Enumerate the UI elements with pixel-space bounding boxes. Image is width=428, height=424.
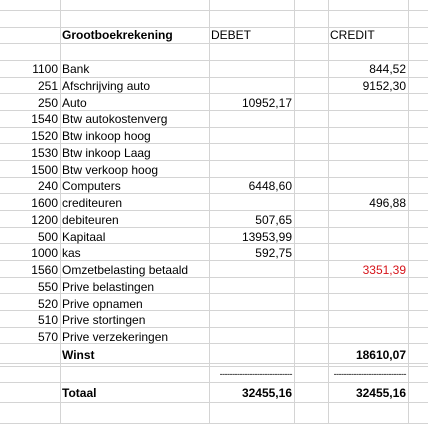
debet-cell[interactable] bbox=[210, 128, 294, 145]
account-number-cell[interactable]: 550 bbox=[37, 280, 58, 294]
credit-cell[interactable]: 496,88 bbox=[369, 196, 406, 210]
debet-cell[interactable] bbox=[210, 145, 294, 162]
account-number-cell[interactable]: 520 bbox=[37, 297, 58, 311]
credit-cell[interactable] bbox=[329, 212, 408, 229]
header-account[interactable]: Grootboekrekening bbox=[62, 28, 173, 42]
winst-credit[interactable]: 18610,07 bbox=[355, 348, 406, 362]
account-number-cell[interactable]: 1100 bbox=[32, 62, 58, 76]
credit-cell[interactable] bbox=[329, 162, 408, 179]
account-number-cell[interactable]: 510 bbox=[37, 313, 58, 327]
account-number-cell[interactable]: 251 bbox=[37, 79, 58, 93]
account-name-cell[interactable]: Afschrijving auto bbox=[62, 79, 151, 93]
credit-cell[interactable] bbox=[329, 229, 408, 246]
credit-cell[interactable] bbox=[329, 245, 408, 262]
debet-cell[interactable]: 507,65 bbox=[255, 213, 292, 227]
header-debet[interactable]: DEBET bbox=[211, 28, 252, 42]
account-name-cell[interactable]: Omzetbelasting betaald bbox=[62, 263, 189, 277]
account-name-cell[interactable]: crediteuren bbox=[62, 196, 123, 210]
debet-cell[interactable]: 13953,99 bbox=[241, 230, 292, 244]
totaal-credit[interactable]: 32455,16 bbox=[355, 386, 406, 400]
account-number-cell[interactable]: 240 bbox=[37, 179, 58, 193]
debet-cell[interactable] bbox=[210, 329, 294, 346]
debet-cell[interactable] bbox=[210, 162, 294, 179]
credit-cell[interactable]: 3351,39 bbox=[362, 263, 406, 277]
account-number-cell[interactable]: 1560 bbox=[31, 263, 58, 277]
account-number-cell[interactable]: 1000 bbox=[31, 246, 58, 260]
credit-cell[interactable] bbox=[329, 95, 408, 112]
account-number-cell[interactable]: 1500 bbox=[31, 163, 58, 177]
debet-cell[interactable] bbox=[210, 312, 294, 329]
totaal-label[interactable]: Totaal bbox=[62, 386, 97, 400]
account-number-cell[interactable]: 1530 bbox=[31, 146, 58, 160]
debet-cell[interactable]: 592,75 bbox=[255, 246, 292, 260]
credit-cell[interactable] bbox=[329, 296, 408, 313]
account-number-cell[interactable]: 1600 bbox=[31, 196, 58, 210]
account-name-cell[interactable]: Auto bbox=[62, 96, 87, 110]
account-name-cell[interactable]: Prive stortingen bbox=[62, 313, 146, 327]
credit-cell[interactable] bbox=[329, 312, 408, 329]
account-name-cell[interactable]: debiteuren bbox=[62, 213, 119, 227]
debet-cell[interactable] bbox=[210, 78, 294, 95]
winst-label[interactable]: Winst bbox=[62, 348, 95, 362]
credit-cell[interactable] bbox=[329, 329, 408, 346]
credit-separator[interactable]: ----------------------------- bbox=[333, 369, 406, 379]
account-name-cell[interactable]: kas bbox=[62, 246, 81, 260]
credit-cell[interactable] bbox=[329, 111, 408, 128]
credit-cell[interactable] bbox=[329, 128, 408, 145]
header-credit[interactable]: CREDIT bbox=[330, 28, 375, 42]
account-number-cell[interactable]: 1540 bbox=[31, 112, 58, 126]
debet-cell[interactable] bbox=[210, 262, 294, 279]
debet-separator[interactable]: ----------------------------- bbox=[219, 369, 292, 379]
debet-cell[interactable] bbox=[210, 61, 294, 78]
account-name-cell[interactable]: Btw inkoop Laag bbox=[62, 146, 151, 160]
account-name-cell[interactable]: Prive verzekeringen bbox=[62, 330, 169, 344]
account-name-cell[interactable]: Btw verkoop hoog bbox=[62, 163, 159, 177]
account-name-cell[interactable]: Btw inkoop hoog bbox=[62, 129, 151, 143]
debet-cell[interactable]: 10952,17 bbox=[241, 96, 292, 110]
credit-cell[interactable]: 844,52 bbox=[369, 62, 406, 76]
account-number-cell[interactable]: 1200 bbox=[31, 213, 58, 227]
debet-cell[interactable] bbox=[210, 279, 294, 296]
credit-cell[interactable] bbox=[329, 178, 408, 195]
account-number-cell[interactable]: 570 bbox=[37, 330, 58, 344]
account-number-cell[interactable]: 250 bbox=[37, 96, 58, 110]
account-name-cell[interactable]: Prive opnamen bbox=[62, 297, 143, 311]
credit-cell[interactable] bbox=[329, 279, 408, 296]
account-name-cell[interactable]: Bank bbox=[62, 62, 90, 76]
account-name-cell[interactable]: Kapitaal bbox=[62, 230, 106, 244]
account-name-cell[interactable]: Prive belastingen bbox=[62, 280, 155, 294]
debet-cell[interactable]: 6448,60 bbox=[248, 179, 292, 193]
debet-cell[interactable] bbox=[210, 195, 294, 212]
credit-cell[interactable]: 9152,30 bbox=[362, 79, 406, 93]
credit-cell[interactable] bbox=[329, 145, 408, 162]
account-number-cell[interactable]: 500 bbox=[37, 230, 58, 244]
account-number-cell[interactable]: 1520 bbox=[31, 129, 58, 143]
debet-cell[interactable] bbox=[210, 111, 294, 128]
totaal-debet[interactable]: 32455,16 bbox=[241, 386, 292, 400]
account-name-cell[interactable]: Btw autokostenverg bbox=[62, 112, 168, 126]
debet-cell[interactable] bbox=[210, 296, 294, 313]
account-name-cell[interactable]: Computers bbox=[62, 179, 121, 193]
